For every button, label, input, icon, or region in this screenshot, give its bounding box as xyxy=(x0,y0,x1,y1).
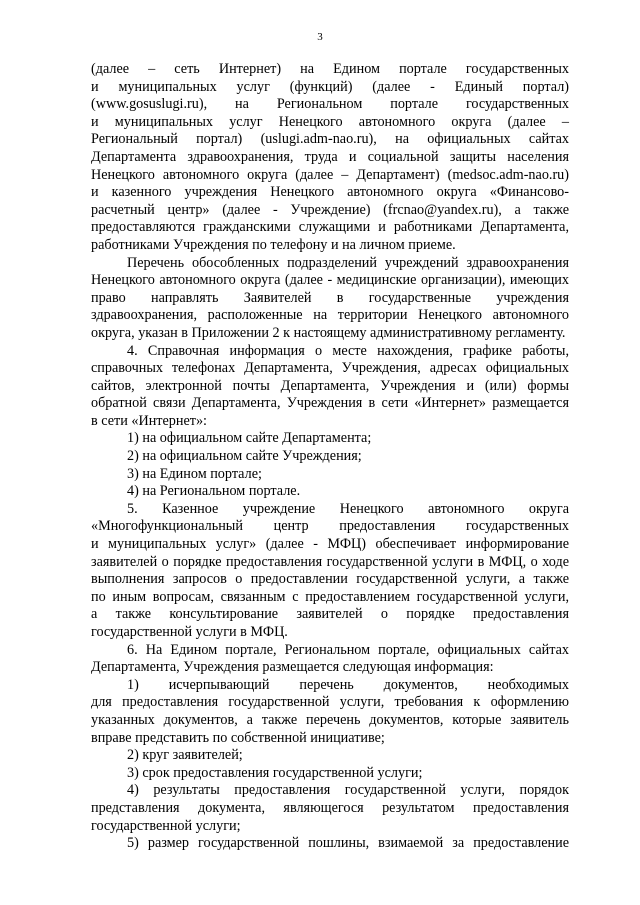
text-line: округа, указан в Приложении 2 к настоящему административному регламенту. xyxy=(91,324,566,341)
text-line: и казенного учреждения Ненецкого автономного округа «Финансово- xyxy=(91,184,569,201)
text-line: и муниципальных услуг» (далее - МФЦ) обеспечивает информирование xyxy=(91,536,569,553)
text-line: выполнения запросов о предоставлении государственной услуги, а также xyxy=(91,571,569,588)
text-line: «Многофункциональный центр предоставления государственных xyxy=(91,518,569,535)
text-line: Перечень обособленных подразделений учреждений здравоохранения xyxy=(127,254,569,271)
text-line: право направлять Заявителей в государственные учреждения xyxy=(91,289,569,306)
text-line: Департамента, Учреждения размещается следующая информация: xyxy=(91,659,494,676)
text-line: государственной услуги; xyxy=(91,817,241,834)
text-line: (далее – сеть Интернет) на Едином портале государственных xyxy=(91,61,569,77)
text-line: государственной услуги в МФЦ. xyxy=(91,624,288,640)
text-line: по иным вопросам, связанным с предоставлением государственной услуги, xyxy=(91,588,569,605)
text-line: 4. Справочная информация о месте нахождения, графике работы, xyxy=(127,342,569,359)
text-line: 5. Казенное учреждение Ненецкого автономного округа xyxy=(127,500,569,517)
text-line: здравоохранения, расположенные на территории Ненецкого автономного xyxy=(91,307,569,324)
text-line: и муниципальных услуг Ненецкого автономного округа (далее – xyxy=(91,113,569,130)
text-line: указанных документов, а также перечень документов, которые заявитель xyxy=(91,711,569,728)
text-line: а также консультирование заявителей о порядке предоставления xyxy=(91,606,569,623)
text-line: 2) на официальном сайте Учреждения; xyxy=(127,448,362,465)
page-number: 3 xyxy=(317,31,323,43)
text-line: вправе представить по собственной инициативе; xyxy=(91,729,385,746)
text-line: 4) на Региональном портале. xyxy=(127,483,301,500)
text-line: 5) размер государственной пошлины, взимаемой за предоставление xyxy=(127,835,569,852)
text-line: заявителей о порядке предоставления государственной услуги в МФЦ, о ходе xyxy=(91,553,569,570)
text-line: работниками Учреждения по телефону и на личном приеме. xyxy=(91,236,456,253)
text-line: 4) результаты предоставления государственной услуги, порядок xyxy=(127,782,569,799)
text-line: сайтов, электронной почты Департамента, Учреждения и (или) формы xyxy=(91,377,569,394)
text-line: 3) срок предоставления государственной услуги; xyxy=(127,764,423,781)
text-line: (www.gosuslugi.ru), на Региональном портале государственных xyxy=(91,96,569,113)
text-line: Ненецкого автономного округа (далее – Департамент) (medsoc.adm-nao.ru) xyxy=(91,166,569,183)
text-line: Региональный портал) (uslugi.adm-nao.ru), на официальных сайтах xyxy=(91,131,569,148)
text-line: справочных телефонах Департамента, Учреждения, адресах официальных xyxy=(91,360,569,377)
text-line: обратной связи Департамента, Учреждения в сети «Интернет» размещается xyxy=(91,395,569,412)
text-line: расчетный центр» (далее - Учреждение) (frcnao@yandex.ru), а также xyxy=(91,201,569,218)
text-line: предоставляются гражданскими служащими и работниками Департамента, xyxy=(91,219,569,236)
text-line: в сети «Интернет»: xyxy=(91,412,208,429)
text-line: 3) на Едином портале; xyxy=(127,465,262,482)
text-line: представления документа, являющегося результатом предоставления xyxy=(91,799,569,816)
text-line: Ненецкого автономного округа (далее - медицинские организации), имеющих xyxy=(91,272,569,289)
text-line: и муниципальных услуг (функций) (далее - Единый портал) xyxy=(91,78,569,95)
text-line: 6. На Едином портале, Региональном портале, официальных сайтах xyxy=(127,641,569,658)
document-body xyxy=(91,61,569,853)
text-line: для предоставления государственной услуги, требования к оформлению xyxy=(91,694,569,711)
text-line: 2) круг заявителей; xyxy=(127,747,243,764)
text-line: Департамента здравоохранения, труда и социальной защиты населения xyxy=(91,148,569,165)
text-line: 1) исчерпывающий перечень документов, необходимых xyxy=(127,676,569,693)
text-line: 1) на официальном сайте Департамента; xyxy=(127,430,372,447)
